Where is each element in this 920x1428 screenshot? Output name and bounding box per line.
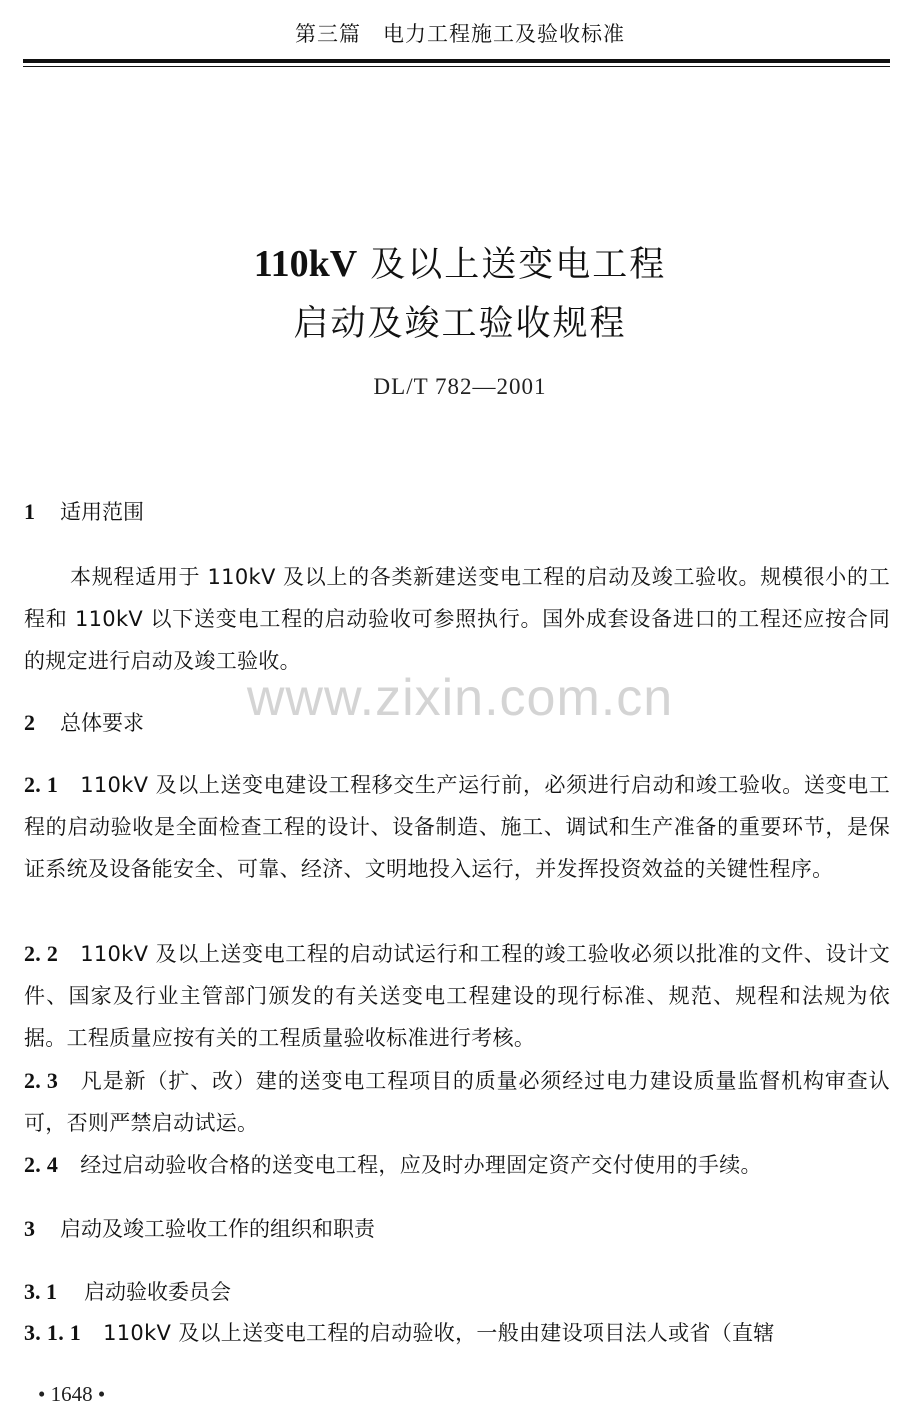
clause-2-1-number: 2. 1 (24, 772, 59, 797)
clause-2-4-number: 2. 4 (24, 1152, 59, 1177)
section-1-paragraph: 本规程适用于 110kV 及以上的各类新建送变电工程的启动及竣工验收。规模很小的工程和 110kV 以下送变电工程的启动验收可参照执行。国外成套设备进口的工程还应按合同的规定进行启动及竣工验收。 (24, 565, 890, 673)
section-3-1-number: 3. 1 (24, 1279, 57, 1304)
section-3-1-heading (24, 1278, 231, 1306)
section-2-number: 2 (24, 710, 35, 735)
clause-2-4 (24, 1144, 890, 1186)
section-3-1-title: 启动验收委员会 (84, 1280, 231, 1304)
clause-2-1-text: 110kV 及以上送变电建设工程移交生产运行前，必须进行启动和竣工验收。送变电工程的启动验收是全面检查工程的设计、设备制造、施工、调试和生产准备的重要环节，是保证系统及设备能安全、可靠、经济、文明地投入运行，并发挥投资效益的关键性程序。 (24, 773, 890, 881)
document-title-line-1 (0, 242, 920, 287)
section-1-number: 1 (24, 499, 35, 524)
document-title-line-2: 启动及竣工验收规程 (293, 304, 627, 344)
clause-2-2 (24, 933, 890, 1059)
clause-2-3-text: 凡是新（扩、改）建的送变电工程项目的质量必须经过电力建设质量监督机构审查认可，否则严禁启动试运。 (24, 1069, 890, 1135)
header-rule-thick (23, 59, 890, 63)
section-1-heading (24, 498, 144, 526)
watermark: www.zixin.com.cn (246, 669, 674, 727)
title-line-1-text: 及以上送变电工程 (357, 245, 667, 285)
standard-code: DL/T 782—2001 (373, 374, 547, 399)
clause-2-4-text: 经过启动验收合格的送变电工程，应及时办理固定资产交付使用的手续。 (80, 1153, 762, 1177)
clause-2-2-text: 110kV 及以上送变电工程的启动试运行和工程的竣工验收必须以批准的文件、设计文件、国家及行业主管部门颁发的有关送变电工程建设的现行标准、规范、规程和法规为依据。工程质量应按有关的工程质量验收标准进行考核。 (24, 942, 890, 1050)
header-rule-thin (23, 66, 890, 67)
running-header: 第三篇 电力工程施工及验收标准 (295, 22, 625, 46)
section-2-heading (24, 709, 144, 737)
section-1-title: 适用范围 (60, 500, 144, 524)
section-3-title: 启动及竣工验收工作的组织和职责 (60, 1217, 375, 1241)
clause-3-1-1 (24, 1312, 890, 1354)
clause-3-1-1-number: 3. 1. 1 (24, 1320, 82, 1345)
section-3-number: 3 (24, 1216, 35, 1241)
clause-2-1 (24, 764, 890, 890)
clause-2-2-number: 2. 2 (24, 941, 59, 966)
title-voltage: 110kV (253, 243, 358, 285)
section-3-heading (24, 1215, 375, 1243)
clause-2-3 (24, 1060, 890, 1144)
page-number: • 1648 • (38, 1382, 106, 1406)
clause-2-3-number: 2. 3 (24, 1068, 59, 1093)
section-2-title: 总体要求 (60, 711, 144, 735)
clause-3-1-1-text: 110kV 及以上送变电工程的启动验收，一般由建设项目法人或省（直辖 (103, 1321, 775, 1345)
